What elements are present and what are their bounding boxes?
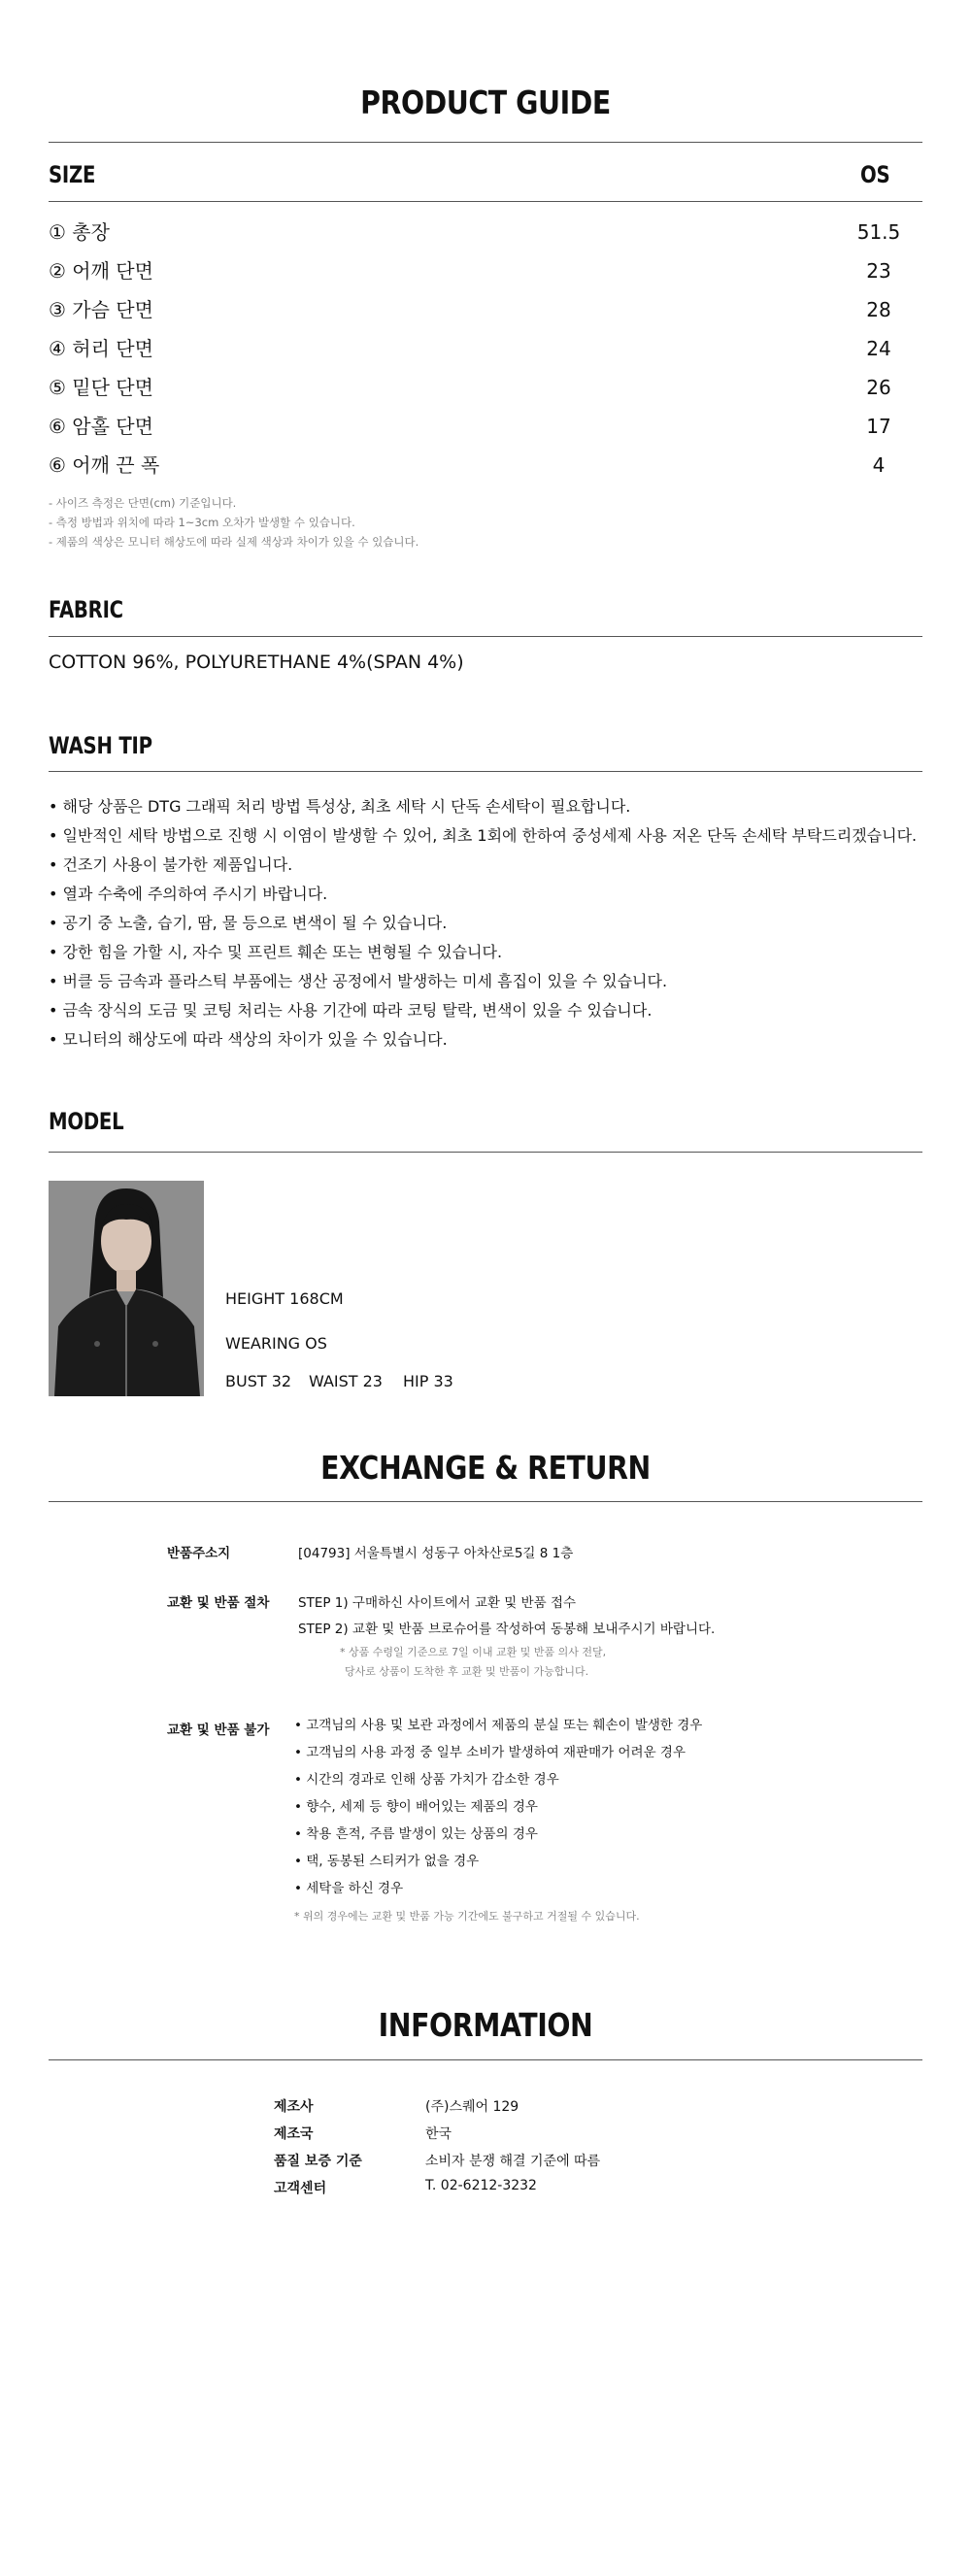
impossible-label: 교환 및 반품 불가 [167, 1723, 270, 1738]
fabric-title: FABRIC [49, 596, 123, 623]
return-address: [04793] 서울특별시 성동구 아차산로5길 8 1층 [298, 1546, 574, 1561]
procedure-note [340, 1643, 606, 1682]
size-row-value: 4 [872, 453, 886, 477]
procedure-step-2: STEP 2) 교환 및 반품 브로슈어를 작성하여 동봉해 보내주시기 바랍니다. [298, 1622, 716, 1637]
impossible-item: • 시간의 경과로 인해 상품 가치가 감소한 경우 [294, 1772, 559, 1788]
wash-tip-item: • 해당 상품은 DTG 그래픽 처리 방법 특성상, 최초 세탁 시 단독 손세탁이 필요합니다. [49, 797, 631, 816]
divider [49, 142, 922, 143]
information-title: INFORMATION [378, 2006, 593, 2044]
wash-tip-item: • 일반적인 세탁 방법으로 진행 시 이염이 발생할 수 있어, 최초 1회에 한하여 중성세제 사용 저온 단독 손세탁 부탁드리겠습니다. [49, 826, 918, 845]
wash-tip-title: WASH TIP [49, 732, 152, 759]
divider [49, 771, 922, 772]
size-row-label: ⑥ 암홀 단면 [49, 415, 153, 438]
wash-tip-item: • 건조기 사용이 불가한 제품입니다. [49, 855, 293, 874]
size-row [49, 451, 922, 480]
wash-tip-item: • 열과 수축에 주의하여 주시기 바랍니다. [49, 885, 328, 903]
size-os-header: OS [860, 161, 890, 188]
size-row-label: ③ 가슴 단면 [49, 298, 153, 321]
impossible-item: • 향수, 세제 등 향이 배어있는 제품의 경우 [294, 1799, 538, 1815]
size-row-label: ① 총장 [49, 220, 110, 244]
size-row-value: 51.5 [856, 220, 901, 244]
fabric-composition: COTTON 96%, POLYURETHANE 4%(SPAN 4%) [49, 652, 464, 673]
impossible-note: * 위의 경우에는 교환 및 반품 가능 기간에도 불구하고 거절될 수 있습니다. [294, 1910, 640, 1923]
size-note: - 제품의 색상은 모니터 해상도에 따라 실제 색상과 차이가 있을 수 있습니다. [49, 535, 419, 549]
size-row-value: 23 [866, 259, 891, 283]
product-guide-title: PRODUCT GUIDE [360, 84, 611, 121]
size-row [49, 295, 922, 324]
model-hip: HIP 33 [403, 1372, 453, 1390]
impossible-item: • 세탁을 하신 경우 [294, 1881, 404, 1896]
size-note: - 측정 방법과 위치에 따라 1~3cm 오차가 발생할 수 있습니다. [49, 516, 355, 529]
size-note: - 사이즈 측정은 단면(cm) 기준입니다. [49, 496, 237, 510]
model-waist: WAIST 23 [309, 1372, 383, 1390]
divider [49, 1152, 922, 1153]
info-value: 소비자 분쟁 해결 기준에 따름 [425, 2154, 601, 2169]
size-row-value: 26 [866, 376, 891, 399]
wash-tip-item: • 강한 힘을 가할 시, 자수 및 프린트 훼손 또는 변형될 수 있습니다. [49, 943, 503, 961]
procedure-label: 교환 및 반품 절차 [167, 1595, 270, 1611]
size-row [49, 256, 922, 285]
model-photo-illustration [49, 1181, 204, 1396]
size-row-value: 24 [866, 337, 891, 360]
info-value: 한국 [425, 2126, 452, 2142]
size-header: SIZE [49, 161, 96, 188]
size-row [49, 373, 922, 402]
size-row-label: ⑥ 어깨 끈 폭 [49, 453, 160, 477]
wash-tip-item: • 버클 등 금속과 플라스틱 부품에는 생산 공정에서 발생하는 미세 흠집이 있을 수 있습니다. [49, 972, 668, 990]
size-row-label: ⑤ 밑단 단면 [49, 376, 153, 399]
procedure-note-line: 당사로 상품이 도착한 후 교환 및 반품이 가능합니다. [345, 1665, 589, 1678]
wash-tip-item: • 금속 장식의 도금 및 코팅 처리는 사용 기간에 따라 코팅 탈락, 변색이 있을 수 있습니다. [49, 1001, 653, 1020]
size-row-value: 28 [866, 298, 891, 321]
model-wearing-size: WEARING OS [225, 1334, 327, 1353]
size-row-label: ② 어깨 단면 [49, 259, 153, 283]
info-label: 품질 보증 기준 [274, 2154, 362, 2169]
wash-tip-item: • 모니터의 해상도에 따라 색상의 차이가 있을 수 있습니다. [49, 1030, 448, 1049]
model-bust: BUST 32 [225, 1372, 292, 1390]
impossible-item: • 택, 동봉된 스티커가 없을 경우 [294, 1854, 480, 1869]
impossible-item: • 착용 흔적, 주름 발생이 있는 상품의 경우 [294, 1826, 538, 1842]
info-value: T. 02-6212-3232 [425, 2178, 537, 2193]
wash-tip-item: • 공기 중 노출, 습기, 땀, 물 등으로 변색이 될 수 있습니다. [49, 914, 448, 932]
exchange-return-title: EXCHANGE & RETURN [320, 1449, 651, 1487]
info-value: (주)스퀘어 129 [425, 2099, 519, 2115]
model-height: HEIGHT 168CM [225, 1289, 344, 1308]
return-address-label: 반품주소지 [167, 1546, 231, 1561]
size-row-value: 17 [866, 415, 891, 438]
info-label: 제조사 [274, 2099, 314, 2115]
procedure-step-1: STEP 1) 구매하신 사이트에서 교환 및 반품 접수 [298, 1595, 577, 1611]
divider [49, 201, 922, 202]
wash-tip-list [49, 792, 917, 1054]
model-photo [49, 1181, 204, 1396]
info-label: 제조국 [274, 2126, 314, 2142]
procedure-note-line: * 상품 수령일 기준으로 7일 이내 교환 및 반품 의사 전달, [340, 1646, 607, 1658]
size-notes [49, 493, 419, 552]
impossible-list [294, 1712, 702, 1902]
size-row [49, 217, 922, 247]
size-row [49, 334, 922, 363]
model-title: MODEL [49, 1108, 124, 1135]
divider [49, 636, 922, 637]
divider [49, 1501, 922, 1502]
size-row-label: ④ 허리 단면 [49, 337, 153, 360]
impossible-item: • 고객님의 사용 및 보관 과정에서 제품의 분실 또는 훼손이 발생한 경우 [294, 1718, 703, 1733]
divider [49, 2059, 922, 2060]
size-row [49, 412, 922, 441]
info-label: 고객센터 [274, 2181, 327, 2196]
impossible-item: • 고객님의 사용 과정 중 일부 소비가 발생하여 재판매가 어려운 경우 [294, 1745, 686, 1760]
